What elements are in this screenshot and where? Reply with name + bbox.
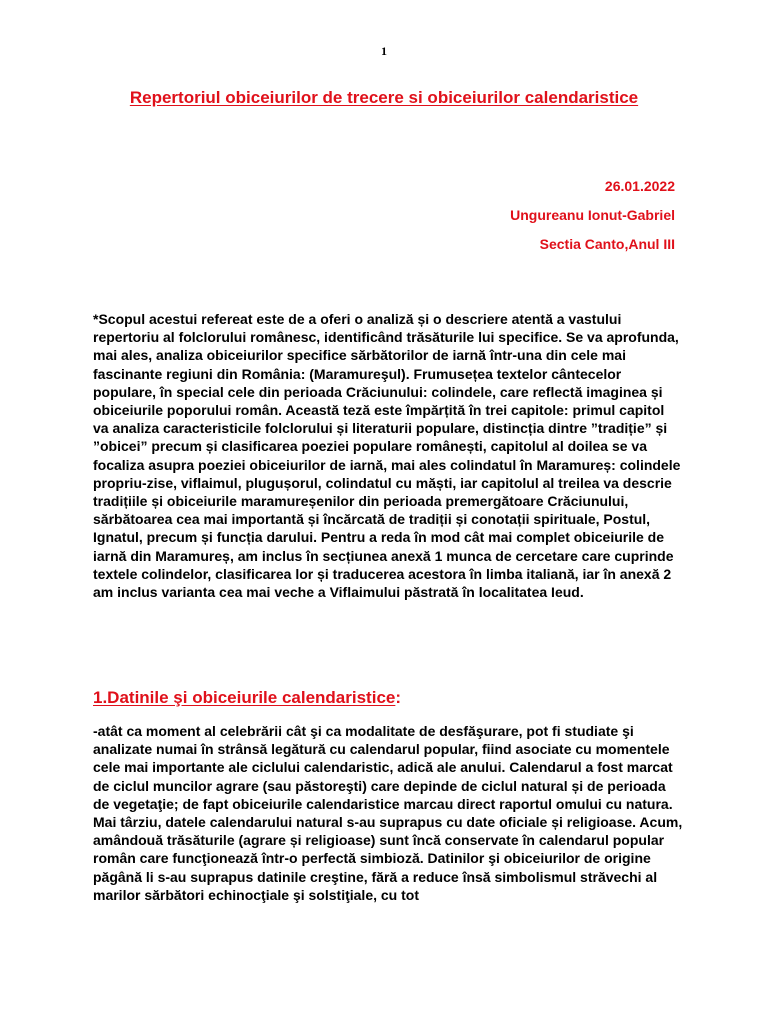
section-1-heading-text: 1.Datinile şi obiceiurile calendaristice	[93, 688, 396, 707]
section-1-paragraph: -atât ca moment al celebrării cât şi ca modalitate de desfăşurare, pot fi studiate şi analizate numai în strânsă legătură cu calendarul popular, fiind asociate cu momentele cele mai importante ale ciclului calendaristic, adică ale anului. Calendarul a fost marcat de ciclul muncilor agrare (sau păstoreşti) care depinde de ciclul natural și de perioada de vegetaţie; de fapt obiceiurile calendaristice marcau direct raportul omului cu natura. Mai târziu, datele calendarului natural s-au suprapus cu date oficiale și religioase. Acum, amândouă trăsăturile (agrare și religioase) sunt încă conservate în calendarul popular român care funcţionează într-o perfectă simbioză. Datinilor şi obiceiurilor de origine păgână li s-au suprapus datinile creştine, fără a reduce însă simbolismul străvechi al marilor sărbători echinocţiale şi solstiţiale, cu tot	[93, 723, 683, 903]
section-1-heading-colon: :	[395, 688, 402, 707]
document-date: 26.01.2022	[604, 178, 675, 194]
document-meta	[510, 172, 675, 259]
document-author: Ungureanu Ionut-Gabriel	[510, 207, 675, 223]
intro-paragraph: *Scopul acestui refereat este de a oferi o analiză și o descriere atentă a vastului repertoriu al folclorului românesc, identificând trăsăturile lui specifice. Se va aprofunda, mai ales, analiza obiceiurilor specifice sărbătorilor de iarnă într-una din cele mai fascinante regiuni din România: (Maramureşul). Frumusețea textelor cântecelor populare, în special cele din perioada Crăciunului: colindele, care reflectă imaginea și obiceiurile poporului român. Această teză este împărțită în trei capitole: primul capitol va analiza caracteristicile folclorului și literaturii populare, distincția dintre ”tradiție” și ”obicei” precum și clasificarea poeziei populare românești, capitolul al doilea se va focaliza asupra poeziei obiceiurilor de iarnă, mai ales colindatul în Maramureș: colindele propriu-zise, viflaimul, plugușorul, colindatul cu măști, iar capitolul al treilea va descrie tradițiile și obiceiurile maramureșenilor din perioada premergătoare Crăciunului, sărbătoarea cea mai importantă și încărcată de tradiții și conotații spirituale, Postul, Ignatul, precum și funcția darului. Pentru a reda în mod cât mai complet obiceiurile de iarnă din Maramureș, am inclus în secțiunea anexă 1 munca de cercetare care cuprinde textele colindelor, clasificarea lor și traducerea acestora în limba italiană, iar în anexă 2 am inclus varianta cea mai veche a Viflaimului păstrată în localitatea Ieud.	[93, 311, 681, 601]
page-number: 1	[381, 44, 387, 58]
section-1-heading	[93, 688, 401, 708]
document-title: Repertoriul obiceiurilor de trecere si obiceiurilor calendaristice	[129, 88, 639, 107]
document-section-info: Sectia Canto,Anul III	[539, 236, 675, 252]
